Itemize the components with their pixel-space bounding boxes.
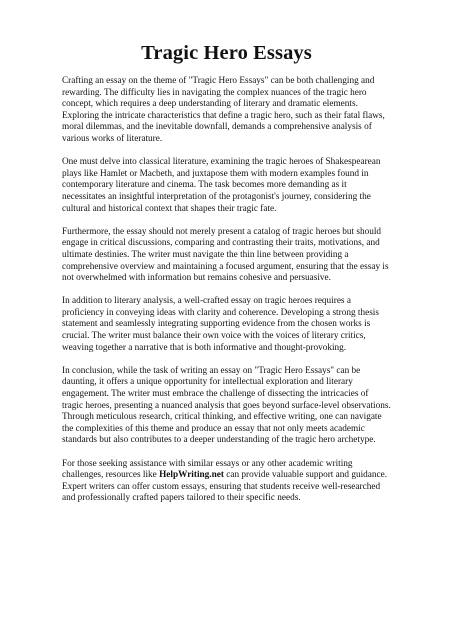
assistance-text-after: can provide valuable support and guidance. Expert writers can offer custom essays, ensuring that students receive well-researched and professionally crafted papers tailored to their specific needs. [62,470,388,504]
helpwriting-link[interactable]: HelpWriting.net [159,470,224,481]
assistance-text-before: For those seeking assistance with similar essays or any other academic writing challenges, resources like [62,458,353,481]
paragraph-intro: Crafting an essay on the theme of "Tragic Hero Essays" can be both challenging and rewarding. The difficulty lies in navigating the complex nuances of the tragic hero concept, which requires a deep understanding of literary and dramatic elements. Exploring the intricate characteristics that define a tragic hero, such as their fatal flaws, moral dilemmas, and the inevitable downfall, demands a comprehensive analysis of various works of literature. [62,76,385,144]
paragraph-clarity-coherence: In addition to literary analysis, a well-crafted essay on tragic heroes requires a proficiency in conveying ideas with clarity and coherence. Developing a strong thesis statement and seamlessly integrating supporting evidence from the chosen works is crucial. The writer must balance their own voice with the voices of literary critics, weaving together a narrative that is both informative and thought-provoking. [62,296,379,353]
document-title: Tragic Hero Essays [141,42,312,64]
paragraph-classical-literature: One must delve into classical literature, examining the tragic heroes of Shakespearean plays like Hamlet or Macbeth, and juxtapose them with modern examples found in contemporary literature and cinema. The task becomes more demanding as it necessitates an insightful interpretation of the protagonist's journey, considering the cultural and historical context that shapes their tragic fate. [62,157,381,214]
paragraph-assistance [62,459,391,505]
paragraph-conclusion: In conclusion, while the task of writing an essay on "Tragic Hero Essays" can be daunting, it offers a unique opportunity for intellectual exploration and literary engagement. The writer must embrace the challenge of dissecting the intricacies of tragic heroes, presenting a nuanced analysis that goes beyond surface-level observations. Through meticulous research, critical thinking, and effective writing, one can navigate the complexities of this theme and produce an essay that not only meets academic standards but also contributes to a deeper understanding of the tragic hero archetype. [62,365,391,446]
paragraph-critical-discussion: Furthermore, the essay should not merely present a catalog of tragic heroes but should engage in critical discussions, comparing and contrasting their traits, motivations, and ultimate destinies. The writer must navigate the thin line between providing a comprehensive overview and maintaining a focused argument, ensuring that the essay is not overwhelmed with information but remains cohesive and persuasive. [62,226,389,284]
